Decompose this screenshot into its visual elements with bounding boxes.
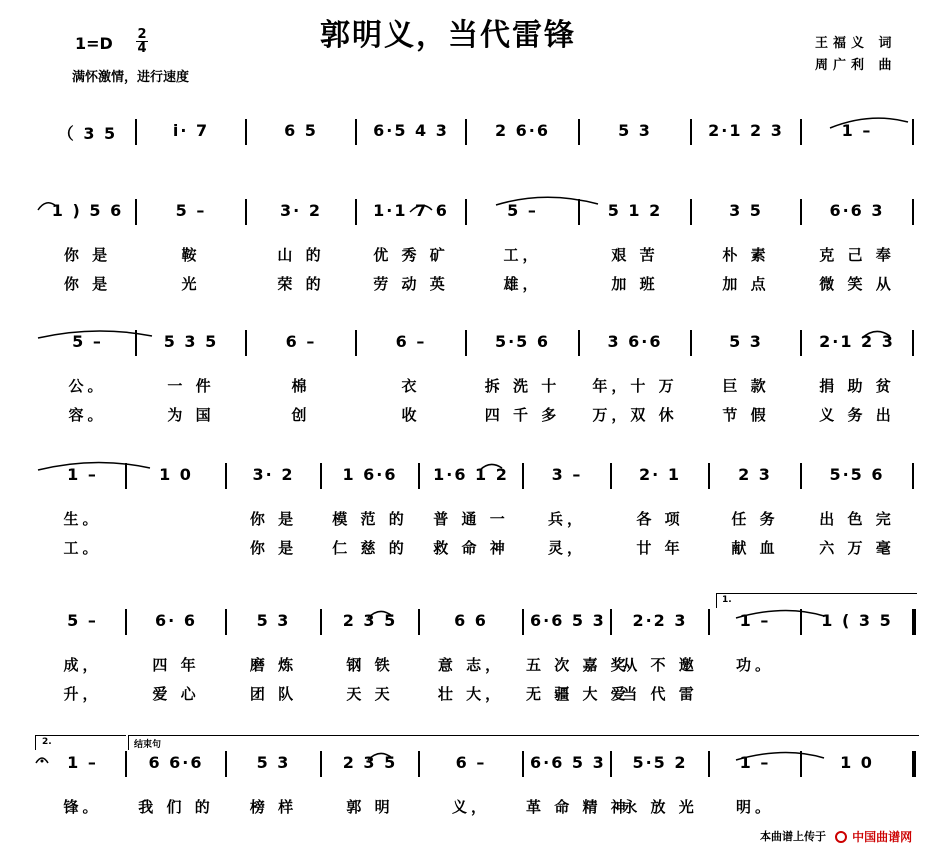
lyric-verse1: 义， [451, 798, 490, 816]
lyric-verse2: 你 是 [249, 539, 298, 557]
measure-notes: 1 – [841, 121, 873, 140]
lyric-verse1: 模 范 的 [332, 510, 408, 528]
measure-notes: 1 – [739, 753, 771, 772]
barline [912, 751, 916, 777]
barline [708, 609, 710, 635]
lyric-verse1: 普 通 一 [433, 510, 509, 528]
barline [800, 199, 802, 225]
fermata-dot [41, 760, 44, 763]
key-signature: 1=D [75, 34, 113, 53]
lyric-verse1: 艰 苦 [611, 246, 659, 264]
lyric-verse2: 收 [401, 406, 421, 424]
barline [912, 330, 914, 356]
lyric-verse1: 四 年 [152, 656, 200, 674]
volta-first-label: 1. [722, 595, 732, 605]
measure-notes: 6· 6 [155, 611, 197, 630]
measure-notes: 1 6·6 [342, 465, 398, 484]
lyric-verse1: 革 命 精 神 [526, 798, 630, 816]
lyric-verse1: 永 放 光 [622, 798, 698, 816]
lyric-verse1: 一 件 [167, 377, 215, 395]
measure-notes: （ 3 5 [57, 124, 118, 143]
barline [610, 751, 612, 777]
measure-notes: 5 3 5 [163, 332, 219, 351]
lyric-verse1: 兵， [547, 510, 586, 528]
measure-notes: 6·6 5 3 [530, 611, 606, 630]
lyric-verse1: 你 是 [249, 510, 298, 528]
measure-notes: 5·5 2 [632, 753, 688, 772]
lyric-verse2: 加 班 [611, 275, 659, 293]
measure-notes: 1 – [67, 753, 98, 772]
measure-notes: 1·6 1 2 [433, 465, 509, 484]
measure-notes: 3 – [551, 465, 583, 484]
measure-notes: 2 6·6 [494, 121, 551, 140]
composer-credit: 周广利 曲 [815, 58, 897, 73]
measure-notes: 2 3 [738, 465, 772, 484]
barline [465, 119, 467, 145]
measure-notes: 3 6·6 [607, 332, 663, 351]
lyric-verse2: 灵， [547, 539, 586, 557]
measure-notes: 6 5 [284, 121, 318, 140]
measure-notes: 1 0 [840, 753, 874, 772]
volta-second-label: 2. [42, 737, 52, 747]
measure-notes: 2·1 2 3 [819, 332, 895, 351]
barline [800, 330, 802, 356]
lyric-verse2: 救 命 神 [433, 539, 509, 557]
lyric-verse1: 巨 款 [722, 377, 770, 395]
barline [125, 463, 127, 489]
lyric-verse1: 年，十 万 [592, 377, 678, 395]
barline [418, 751, 420, 777]
tempo-marking: 满怀激情，进行速度 [72, 70, 190, 85]
lyric-verse1: 你 是 [63, 246, 112, 264]
barline [320, 463, 322, 489]
lyric-verse2: 雄， [503, 275, 542, 293]
measure-notes: 5 – [67, 611, 98, 630]
lyric-verse2: 荣 的 [277, 275, 325, 293]
lyric-verse1: 明。 [735, 798, 774, 816]
lyric-verse2: 壮 大， [437, 685, 505, 703]
measure-notes: 5 3 [729, 332, 763, 351]
measure-notes: 5 3 [256, 753, 291, 772]
lyric-verse1: 我 们 的 [138, 798, 214, 816]
lyric-verse1: 郭 明 [346, 798, 394, 816]
lyric-verse1: 功。 [735, 656, 774, 674]
barline [708, 463, 710, 489]
lyric-verse1: 钢 铁 [346, 656, 394, 674]
barline [912, 199, 914, 225]
measure-notes: 5 1 2 [607, 201, 663, 220]
barline [355, 199, 357, 225]
measure-notes: 6 6·6 [148, 753, 204, 772]
lyric-verse1: 生。 [63, 510, 102, 528]
barline [610, 463, 612, 489]
barline [225, 609, 227, 635]
measure-notes: 6 – [455, 753, 487, 772]
barline [418, 609, 420, 635]
barline [708, 751, 710, 777]
barline [690, 199, 692, 225]
time-numerator: 2 [137, 27, 147, 42]
measure-notes: 1 ) 5 6 [51, 201, 124, 220]
measure-notes: 2·2 3 [632, 611, 688, 630]
measure-notes: 1 – [739, 611, 771, 630]
barline [800, 119, 802, 145]
lyric-verse1: 锋。 [63, 798, 102, 816]
barline [610, 609, 612, 635]
lyric-verse2: 升， [63, 685, 102, 703]
measure-notes: i· 7 [172, 121, 210, 140]
measure-notes: 2·1 2 3 [708, 121, 784, 140]
measure-notes: 3 5 [729, 201, 763, 220]
barline [135, 199, 137, 225]
barline [522, 463, 524, 489]
measure-notes: 3· 2 [252, 465, 295, 484]
measure-notes: 6 – [395, 332, 427, 351]
barline [135, 330, 137, 356]
barline [465, 199, 467, 225]
lyric-verse1: 山 的 [277, 246, 325, 264]
lyric-verse2: 工。 [63, 539, 102, 557]
measure-notes: 1 0 [159, 465, 193, 484]
barline [245, 119, 247, 145]
lyric-verse2: 六 万 毫 [819, 539, 895, 557]
measure-notes: 1·1 7 6 [373, 201, 449, 220]
lyric-verse2: 你 是 [63, 275, 112, 293]
ending-phrase-label: 结束句 [134, 740, 162, 750]
lyric-verse1: 公。 [68, 377, 107, 395]
measure-notes: 6·6 3 [829, 201, 885, 220]
barline [912, 609, 916, 635]
lyric-verse1: 五 次 嘉 奖 [526, 656, 630, 674]
barline [912, 119, 914, 145]
lyric-verse1: 意 志， [437, 656, 505, 674]
lyric-verse1: 衣 [401, 377, 421, 395]
measure-notes: 2· 1 [639, 465, 681, 484]
lyric-verse2: 团 队 [249, 685, 298, 703]
lyric-verse2: 四 千 多 [484, 406, 561, 424]
barline [125, 751, 127, 777]
lyric-verse1: 克 己 奉 [819, 246, 895, 264]
lyric-verse2: 仁 慈 的 [332, 539, 408, 557]
lyric-verse2: 廿 年 [636, 539, 684, 557]
barline [418, 463, 420, 489]
lyric-verse2: 创 [291, 406, 311, 424]
lyric-verse2: 加 点 [722, 275, 770, 293]
barline [465, 330, 467, 356]
lyric-verse1: 鞍 [181, 246, 201, 264]
lyric-verse1: 任 务 [731, 510, 779, 528]
lyric-verse2: 天 天 [346, 685, 394, 703]
lyricist-credit: 王福义 词 [815, 36, 897, 51]
barline [690, 330, 692, 356]
measure-notes: 3· 2 [280, 201, 322, 220]
barline [578, 199, 580, 225]
barline [522, 751, 524, 777]
measure-notes: 2 3 5 [342, 611, 398, 630]
lyric-verse1: 捐 助 贫 [819, 377, 895, 395]
lyric-verse2: 劳 动 英 [373, 275, 449, 293]
lyric-verse2: 节 假 [722, 406, 770, 424]
measure-notes: 1 ( 3 5 [821, 611, 893, 630]
lyric-verse1: 榜 样 [249, 798, 298, 816]
measure-notes: 1 – [67, 465, 98, 484]
measure-notes: 6·6 5 3 [530, 753, 606, 772]
lyric-verse2: 为 国 [167, 406, 215, 424]
measure-notes: 5 – [72, 332, 103, 351]
lyric-verse1: 优 秀 矿 [373, 246, 449, 264]
lyric-verse1: 棉 [291, 377, 311, 395]
barline [320, 751, 322, 777]
measure-notes: 6·5 4 3 [373, 121, 449, 140]
barline [690, 119, 692, 145]
lyric-verse2: 光 [181, 275, 201, 293]
measure-notes: 6 6 [454, 611, 488, 630]
barline [578, 119, 580, 145]
barline [355, 119, 357, 145]
lyric-verse1: 出 色 完 [819, 510, 895, 528]
barline [320, 609, 322, 635]
measure-notes: 5 3 [256, 611, 291, 630]
lyric-verse1: 工， [503, 246, 542, 264]
lyric-verse1: 成， [63, 656, 102, 674]
logo-text: 中国曲谱网 [852, 830, 913, 844]
barline [800, 463, 802, 489]
barline [225, 463, 227, 489]
measure-notes: 5 – [507, 201, 538, 220]
lyric-verse2: 献 血 [731, 539, 779, 557]
lyric-verse1: 各 项 [636, 510, 684, 528]
lyric-verse1: 从 不 邀 [622, 656, 698, 674]
barline [522, 609, 524, 635]
barline [912, 463, 914, 489]
lyric-verse1: 拆 洗 十 [484, 377, 561, 395]
lyric-verse2: 当 代 雷 [622, 685, 698, 703]
barline [225, 751, 227, 777]
barline [800, 751, 802, 777]
lyric-verse2: 爱 心 [152, 685, 200, 703]
barline [125, 609, 127, 635]
song-title: 郭明义，当代雷锋 [320, 18, 576, 53]
measure-notes: 5·5 6 [829, 465, 885, 484]
barline [355, 330, 357, 356]
barline [578, 330, 580, 356]
measure-notes: 6 – [285, 332, 317, 351]
lyric-verse2: 万，双 休 [592, 406, 678, 424]
measure-notes: 2 3 5 [342, 753, 398, 772]
barline [800, 609, 802, 635]
time-denominator: 4 [137, 41, 147, 56]
lyric-verse1: 磨 炼 [249, 656, 298, 674]
barline [245, 199, 247, 225]
footer-upload-text: 本曲谱上传于 [760, 830, 826, 843]
measure-notes: 5·5 6 [494, 332, 551, 351]
lyric-verse2: 义 务 出 [819, 406, 895, 424]
lyric-verse1: 朴 素 [722, 246, 770, 264]
barline [135, 119, 137, 145]
lyric-verse2: 无 疆 大 爱 [526, 685, 630, 703]
lyric-verse2: 微 笑 从 [819, 275, 895, 293]
measure-notes: 5 – [175, 201, 207, 220]
barline [245, 330, 247, 356]
measure-notes: 5 3 [618, 121, 652, 140]
lyric-verse2: 容。 [68, 406, 107, 424]
